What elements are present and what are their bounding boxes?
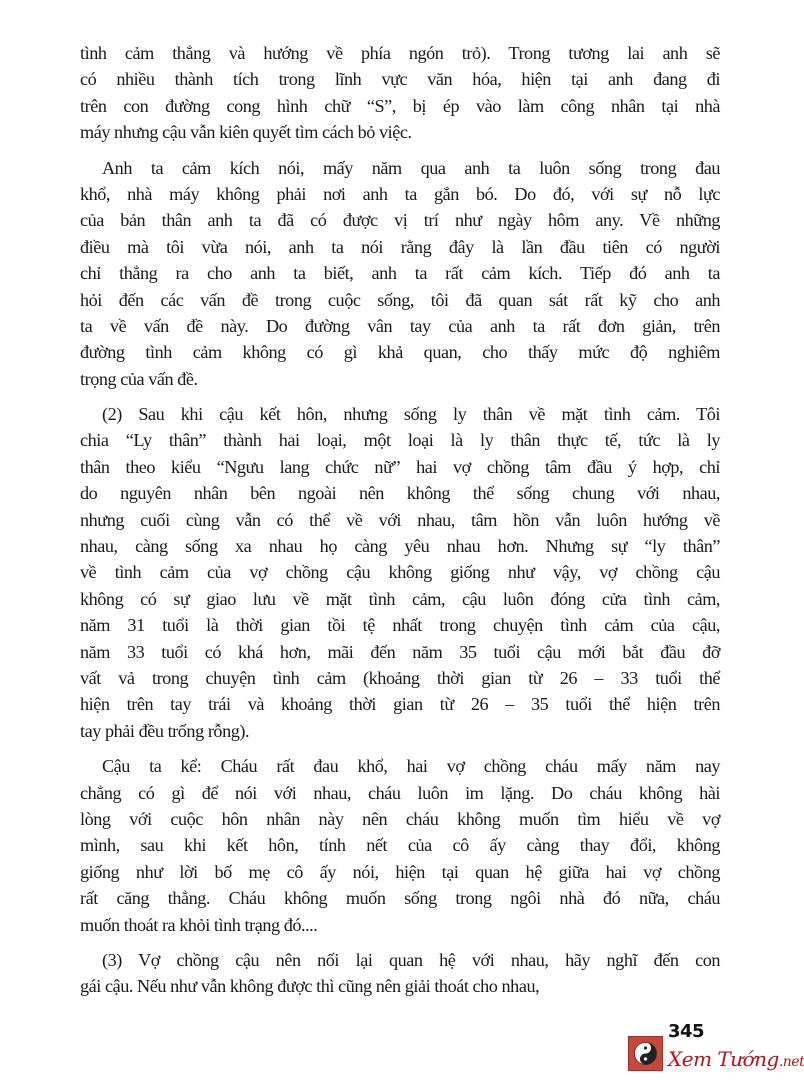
paragraph — [80, 753, 720, 938]
watermark-logo — [628, 1021, 804, 1082]
yin-yang-icon — [634, 1042, 657, 1065]
paragraph — [80, 401, 720, 744]
text-line: không có sự giao lưu về mặt tình cảm, cậu luôn đóng cửa tình cảm, — [80, 588, 720, 609]
text-line: rất căng thẳng. Cháu không muốn sống trong ngôi nhà đó nữa, cháu — [80, 888, 720, 909]
text-line: tay phải đều trống rỗng). — [80, 720, 250, 741]
text-line: chẳng có gì để nói với nhau, cháu luôn im lặng. Do cháu không hài — [80, 782, 720, 803]
text-line: trọng của vấn đề. — [80, 368, 198, 389]
text-line: (3) Vợ chồng cậu nên nối lại quan hệ với nhau, hãy nghĩ đến con — [102, 949, 720, 970]
text-line: hiện trên tay trái và khoảng thời gian từ 26 – 35 tuổi thể hiện trên — [80, 694, 720, 715]
text-line: hỏi đến các vấn đề trong cuộc sống, tôi đã quan sát rất kỹ cho anh — [80, 289, 720, 310]
text-line: thân theo kiểu “Ngưu lang chức nữ” hai vợ chồng tâm đầu ý hợp, chỉ — [80, 456, 720, 477]
text-line: lòng với cuộc hôn nhân này nên cháu không muốn tìm hiểu về vợ — [80, 808, 720, 829]
text-line: điều mà tôi vừa nói, anh ta nói rằng đây là lần đầu tiên có người — [80, 236, 720, 257]
text-line: có nhiều thành tích trong lĩnh vực văn hóa, hiện tại anh đang đi — [80, 69, 720, 90]
text-line: đường tình cảm không có gì khả quan, cho thấy mức độ nghiêm — [80, 342, 720, 363]
text-line: ta về vấn đề này. Do đường vân tay của anh ta rất đơn giản, trên — [80, 315, 720, 336]
text-line: khổ, nhà máy không phải nơi anh ta gắn bó. Do đó, với sự nỗ lực — [80, 183, 720, 204]
paragraph — [80, 155, 720, 393]
text-line: giống như lời bố mẹ cô ấy nói, hiện tại quan hệ giữa hai vợ chồng — [80, 861, 720, 882]
text-line: Cậu ta kể: Cháu rất đau khổ, hai vợ chồng cháu mấy năm nay — [102, 756, 720, 777]
text-line: năm 33 tuổi có khá hơn, mãi đến năm 35 tuổi cậu mới bắt đầu đỡ — [80, 641, 720, 662]
text-line: nhưng cuối cùng vẫn có thể về với nhau, tâm hồn vẫn luôn hướng về — [80, 509, 720, 530]
text-line: về tình cảm của vợ chồng cậu không giống như vậy, vợ chồng cậu — [80, 562, 720, 583]
text-line: vất vả trong chuyện tình cảm (khoảng thời gian từ 26 – 33 tuổi thể — [80, 667, 720, 688]
paragraph — [80, 40, 720, 146]
text-line: năm 31 tuổi là thời gian tồi tệ nhất trong chuyện tình cảm của cậu, — [80, 615, 720, 636]
text-line: mình, sau khi kết hôn, tính nết của cô ấy càng thay đổi, không — [80, 835, 720, 856]
text-line: máy nhưng cậu vẫn kiên quyết tìm cách bỏ việc. — [80, 122, 412, 143]
text-line: chỉ thẳng ra cho anh ta biết, anh ta rất cảm kích. Tiếp đó anh ta — [80, 263, 720, 284]
text-line: trên con đường cong hình chữ “S”, bị ép vào làm công nhân tại nhà — [80, 95, 720, 116]
page-number: 345 — [668, 1021, 705, 1042]
watermark-brand — [668, 1046, 804, 1072]
text-line: chia “Ly thân” thành hai loại, một loại là ly thân thực tế, tức là ly — [80, 430, 720, 451]
text-line: muốn thoát ra khỏi tình trạng đó.... — [80, 914, 318, 935]
watermark-tld: .net — [778, 1054, 804, 1070]
paragraph — [80, 947, 720, 1000]
text-line: nhau, càng sống xa nhau họ càng yêu nhau hơn. Nhưng sự “ly thân” — [80, 536, 720, 557]
text-line: gái cậu. Nếu như vẫn không được thì cũng nên giải thoát cho nhau, — [80, 976, 540, 997]
document-page — [80, 40, 720, 1009]
watermark-brand-name: Xem Tướng — [668, 1047, 779, 1071]
logo-box — [628, 1036, 663, 1071]
text-line: tình cảm thẳng và hướng về phía ngón trỏ). Trong tương lai anh sẽ — [80, 43, 720, 63]
text-line: Anh ta cảm kích nói, mấy năm qua anh ta luôn sống trong đau — [102, 157, 720, 178]
text-line: của bản thân anh ta đã có được vị trí như ngày hôm any. Về những — [80, 210, 720, 231]
text-line: (2) Sau khi cậu kết hôn, nhưng sống ly thân về mặt tình cảm. Tôi — [102, 404, 720, 425]
text-line: do nguyên nhân bên ngoài nên không thể sống chung với nhau, — [80, 483, 720, 504]
